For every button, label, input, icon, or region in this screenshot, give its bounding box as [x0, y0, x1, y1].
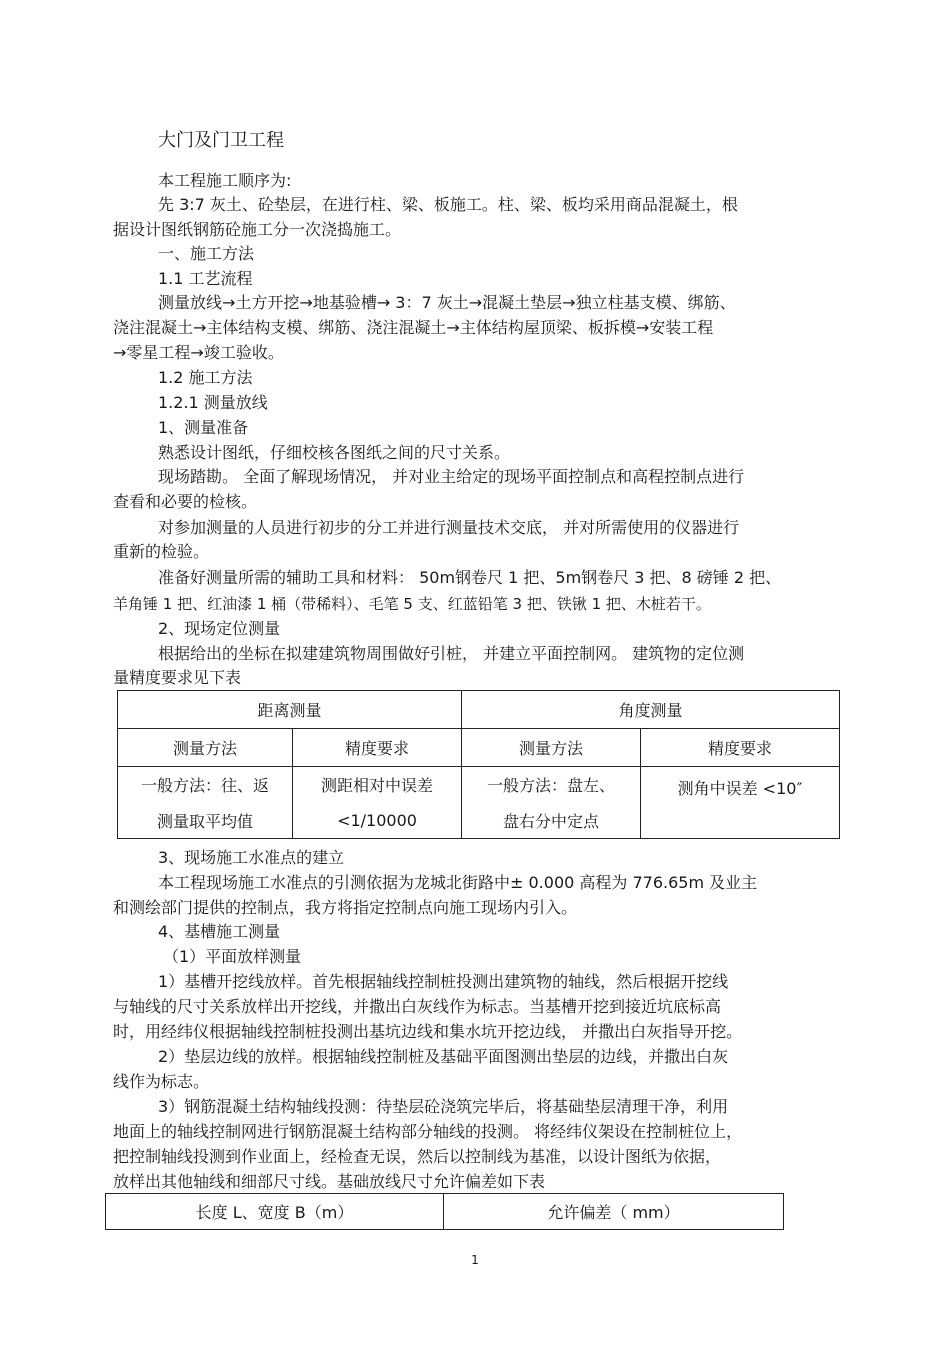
- heading-line: （1）平面放样测量: [163, 947, 302, 966]
- body-line: 准备好测量所需的辅助工具和材料： 50m钢卷尺 1 把、5m钢卷尺 3 把、8 磅锤 2 把、: [158, 568, 782, 587]
- body-line: 先 3:7 灰土、砼垫层，在进行柱、梁、板施工。柱、梁、板均采用商品混凝土，根: [158, 195, 738, 214]
- body-line: 线作为标志。: [113, 1072, 210, 1091]
- baseline-tolerance-table: [105, 1193, 784, 1230]
- section-title: 大门及门卫工程: [158, 130, 284, 151]
- survey-accuracy-table: [117, 690, 840, 839]
- table-header-cell: 允许偏差（ mm）: [444, 1194, 784, 1230]
- body-line: 本工程施工顺序为:: [158, 171, 292, 190]
- body-line: 现场踏勘。 全面了解现场情况， 并对业主给定的现场平面控制点和高程控制点进行: [158, 467, 745, 486]
- page-number: 1: [471, 1253, 479, 1267]
- body-line: 据设计图纸钢筋砼施工分一次浇捣施工。: [113, 220, 402, 239]
- body-line: 对参加测量的人员进行初步的分工并进行测量技术交底， 并对所需使用的仪器进行: [158, 518, 740, 537]
- heading-line: 2、现场定位测量: [158, 619, 281, 638]
- body-line: 把控制轴线投测到作业面上，经检查无误，然后以控制线为基准，以设计图纸为依据，: [113, 1147, 722, 1166]
- table-group-header: 角度测量: [462, 691, 840, 729]
- heading-line: 1、测量准备: [158, 418, 249, 437]
- heading-line: 1.2 施工方法: [158, 368, 253, 387]
- body-line: 重新的检验。: [113, 542, 210, 561]
- table-header-cell: 测量方法: [462, 729, 641, 767]
- table-cell: 测量取平均值: [118, 803, 293, 839]
- body-line: 时，用经纬仪根据轴线控制桩投测出基坑边线和集水坑开挖边线， 并撒出白灰指导开挖。: [113, 1022, 743, 1041]
- table-header-cell: 测量方法: [118, 729, 293, 767]
- body-line: 浇注混凝土→主体结构支模、绑筋、浇注混凝土→主体结构屋顶梁、板拆模→安装工程: [113, 318, 714, 337]
- body-line: 2）垫层边线的放样。根据轴线控制桩及基础平面图测出垫层的边线，并撒出白灰: [158, 1047, 729, 1066]
- body-line: →零星工程→竣工验收。: [113, 343, 284, 362]
- body-line: 地面上的轴线控制网进行钢筋混凝土结构部分轴线的投测。 将经纬仪架设在控制桩位上，: [113, 1122, 743, 1141]
- heading-line: 一、施工方法: [158, 244, 255, 263]
- heading-line: 1.2.1 测量放线: [158, 393, 268, 412]
- table-cell: 测距相对中误差: [293, 767, 462, 803]
- table-cell: <1/10000: [293, 803, 462, 839]
- table-group-header: 距离测量: [118, 691, 462, 729]
- heading-line: 4、基槽施工测量: [158, 922, 281, 941]
- body-line: 查看和必要的检核。: [113, 492, 258, 511]
- table-cell: 一般方法：盘左、: [462, 767, 641, 803]
- heading-line: 1.1 工艺流程: [158, 269, 253, 288]
- body-line: 和测绘部门提供的控制点，我方将指定控制点向施工现场内引入。: [113, 898, 578, 917]
- table-header-cell: 长度 L、宽度 B（m）: [106, 1194, 444, 1230]
- table-header-cell: 精度要求: [641, 729, 840, 767]
- table-header-cell: 精度要求: [293, 729, 462, 767]
- body-line: 测量放线→土方开挖→地基验槽→ 3：7 灰土→混凝土垫层→独立柱基支模、绑筋、: [158, 293, 736, 312]
- body-line: 3）钢筋混凝土结构轴线投测：待垫层砼浇筑完毕后，将基础垫层清理干净，利用: [158, 1097, 729, 1116]
- body-line: 量精度要求见下表: [113, 668, 242, 687]
- body-line: 本工程现场施工水准点的引测依据为龙城北街路中± 0.000 高程为 776.65m 及业主: [158, 873, 758, 892]
- heading-line: 3、现场施工水准点的建立: [158, 848, 345, 867]
- body-line: 与轴线的尺寸关系放样出开挖线，并撒出白灰线作为标志。当基槽开挖到接近坑底标高: [113, 997, 722, 1016]
- body-line: 根据给出的坐标在拟建建筑物周围做好引桩， 并建立平面控制网。 建筑物的定位测: [158, 644, 745, 663]
- table-cell: 盘右分中定点: [462, 803, 641, 839]
- body-line: 1）基槽开挖线放样。首先根据轴线控制桩投测出建筑物的轴线，然后根据开挖线: [158, 972, 729, 991]
- table-cell: 一般方法：往、返: [118, 767, 293, 803]
- body-line: 熟悉设计图纸，仔细校核各图纸之间的尺寸关系。: [158, 443, 511, 462]
- body-line: 羊角锤 1 把、红油漆 1 桶（带稀料）、毛笔 5 支、红蓝铅笔 3 把、铁锹 1 把、木桩若干。: [113, 595, 711, 613]
- body-line: 放样出其他轴线和细部尺寸线。基础放线尺寸允许偏差如下表: [113, 1172, 546, 1191]
- table-cell: 测角中误差 <10″: [641, 767, 840, 839]
